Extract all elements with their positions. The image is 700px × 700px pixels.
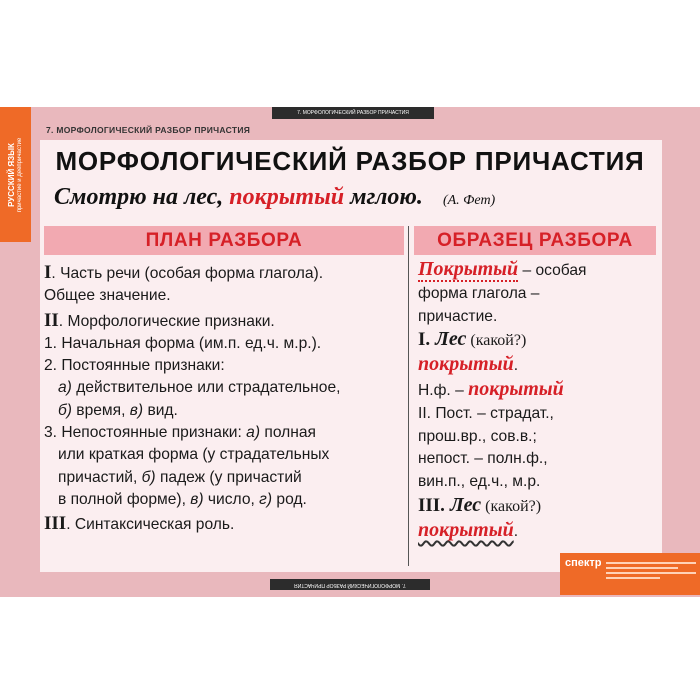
sample-column [418, 258, 658, 544]
sample-line: непост. – полн.ф., [418, 450, 548, 468]
plan-line: II. Морфологические признаки. [44, 309, 275, 331]
plan-line: 2. Постоянные признаки: [44, 357, 225, 375]
plan-line: 3. Непостоянные признаки: а) полная [44, 424, 316, 442]
sample-line: Покрытый – особая [418, 258, 587, 280]
plan-line: б) время, в) вид. [58, 401, 178, 419]
sample-header: ОБРАЗЕЦ РАЗБОРА [414, 226, 656, 255]
plan-line: а) действительное или страдательное, [58, 379, 341, 397]
sample-line: III. Лес (какой?) [418, 493, 542, 516]
side-tab-title: РУССКИЙ ЯЗЫК [6, 142, 16, 207]
quote-author: (А. Фет) [442, 193, 496, 208]
small-header: 7. МОРФОЛОГИЧЕСКИЙ РАЗБОР ПРИЧАСТИЯ [46, 125, 251, 135]
plan-header: ПЛАН РАЗБОРА [44, 226, 404, 255]
plan-line: III. Синтаксическая роль. [44, 513, 235, 535]
example-quote [54, 184, 495, 211]
sample-line: причастие. [418, 307, 498, 325]
sample-line: вин.п., ед.ч., м.р. [418, 473, 541, 491]
logo-fine-print [606, 559, 696, 589]
sample-line: прош.вр., сов.в.; [418, 427, 537, 445]
publisher-logo [560, 553, 700, 595]
sample-line: покрытый. [418, 518, 519, 541]
plan-line: Общее значение. [44, 287, 171, 305]
plan-line: или краткая форма (у страдательных [58, 446, 330, 464]
column-divider [408, 226, 409, 566]
sample-line: форма глагола – [418, 284, 540, 302]
top-strip-label: 7. МОРФОЛОГИЧЕСКИЙ РАЗБОР ПРИЧАСТИЯ [272, 107, 434, 119]
sample-line: покрытый. [418, 353, 519, 376]
bottom-strip-label: 7. МОРФОЛОГИЧЕСКИЙ РАЗБОР ПРИЧАСТИЯ [270, 579, 430, 590]
sample-line: I. Лес (какой?) [418, 328, 527, 351]
quote-before: Смотрю на лес, [54, 184, 230, 210]
plan-line: в полной форме), в) число, г) род. [58, 490, 307, 508]
plan-line: 1. Начальная форма (им.п. ед.ч. м.р.). [44, 334, 322, 352]
sample-line: Н.ф. – покрытый [418, 377, 564, 400]
logo-brand: спектр [565, 557, 602, 569]
plan-line: причастий, б) падеж (у причастий [58, 468, 302, 486]
sample-line: II. Пост. – страдат., [418, 404, 554, 422]
side-tab-subtitle: причастие и деепричастие [16, 137, 23, 212]
quote-highlight: покрытый [229, 184, 345, 210]
plan-line: I. Часть речи (особая форма глагола). [44, 262, 324, 283]
plan-column [44, 262, 406, 537]
page-title: МОРФОЛОГИЧЕСКИЙ РАЗБОР ПРИЧАСТИЯ [55, 146, 645, 176]
quote-after: мглою. [344, 184, 423, 210]
